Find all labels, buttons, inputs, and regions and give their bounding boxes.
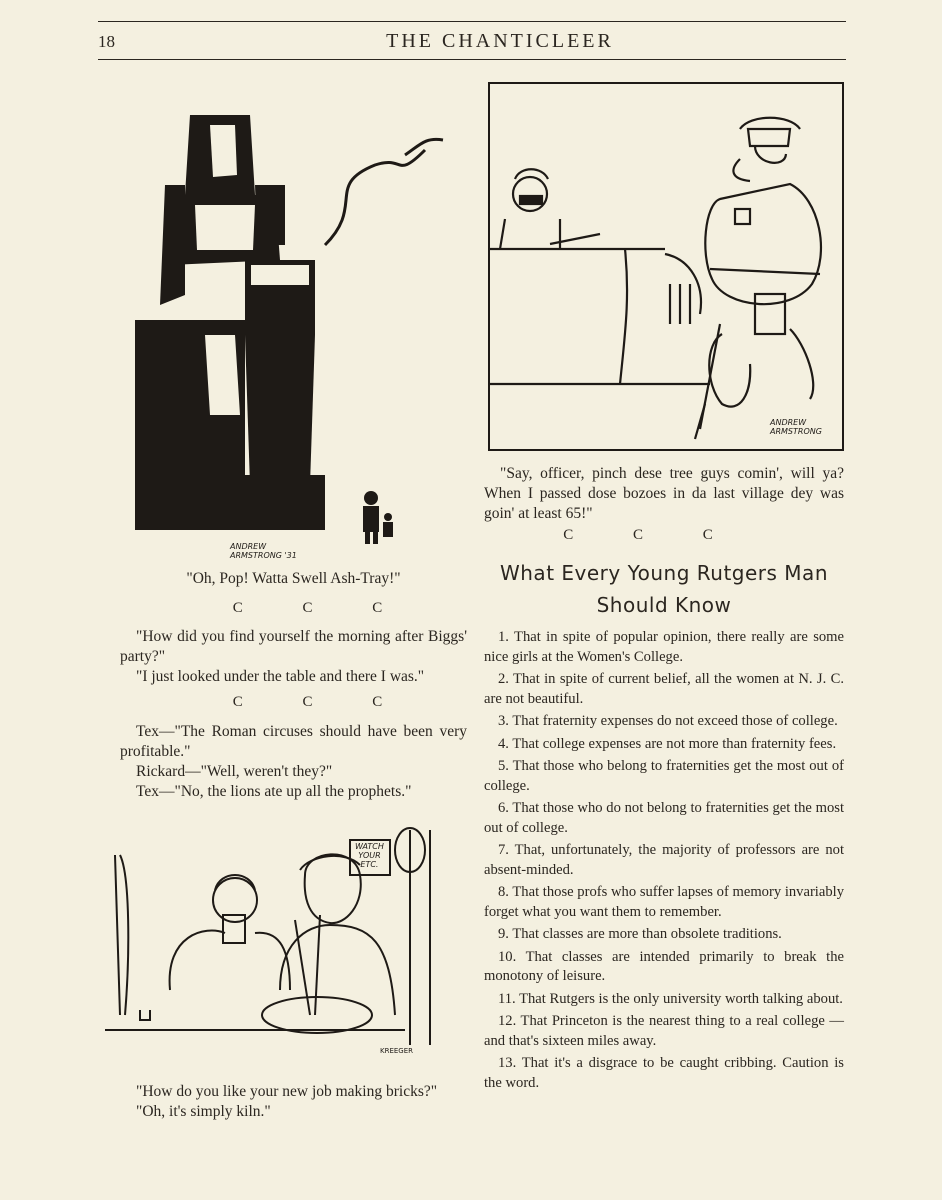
joke2-line1: Tex—"The Roman circuses should have been very profitable." [120,723,467,760]
bakery-signature: KREEGER [380,1047,414,1055]
bakery-sign-line1: WATCH [355,842,384,851]
joke3-question: "How do you like your new job making bricks?" [136,1083,438,1100]
joke3-answer: "Oh, it's simply kiln." [136,1103,271,1120]
joke2-line3: Tex—"No, the lions ate up all the prophets." [136,783,412,800]
list-title [484,557,844,621]
list-item: 1. That in spite of popular opinion, there really are some nice girls at the Women's College. [484,629,844,665]
officer-signature-line2: ARMSTRONG [770,427,822,436]
bakery-illustration [105,815,465,1065]
sphinx-signature [230,542,297,560]
joke-biggs-party [120,627,467,687]
list-item: 3. That fraternity expenses do not exceed those of college. [498,713,838,729]
list-title-line2: Should Know [596,593,732,617]
separator-2: C C C [232,694,411,710]
list-item: 9. That classes are more than obsolete traditions. [498,926,782,942]
list-item: 13. That it's a disgrace to be caught cribbing. Caution is the word. [484,1055,844,1091]
bakery-wall-sign [355,842,384,869]
rutgers-list [484,628,844,1096]
joke2-line2: Rickard—"Well, weren't they?" [136,763,333,780]
list-title-line1: What Every Young Rutgers Man [499,561,828,585]
list-item: 5. That those who belong to fraternities get the most out of college. [484,758,844,794]
list-item: 7. That, unfortunately, the majority of professors are not absent-minded. [484,842,844,878]
sphinx-signature-line2: ARMSTRONG '31 [230,551,297,560]
joke1-question: "How did you find yourself the morning after Biggs' party?" [120,628,467,665]
header-top-rule [98,21,846,22]
running-title: THE CHANTICLEER [386,30,614,52]
bakery-sign-line3: ETC. [360,860,379,869]
list-item: 2. That in spite of current belief, all the women at N. J. C. are not beautiful. [484,671,844,707]
sphinx-signature-line1: ANDREW [230,542,267,551]
joke1-answer: "I just looked under the table and there I was." [136,668,425,685]
officer-signature [770,418,822,436]
sphinx-illustration [125,85,455,565]
officer-caption: "Say, officer, pinch dese tree guys comin', will ya? When I passed dose bozoes in da last village dey was goin' at least 65!" [484,465,844,522]
sphinx-caption: "Oh, Pop! Watta Swell Ash-Tray!" [186,570,401,587]
header-bottom-rule [98,59,846,60]
officer-illustration [490,84,842,449]
list-item: 12. That Princeton is the nearest thing to a real college —and that's sixteen miles away. [484,1013,844,1049]
list-item: 11. That Rutgers is the only university worth talking about. [498,990,843,1007]
list-item: 8. That those profs who suffer lapses of memory invariably forget what you want them to remember. [484,884,844,920]
officer-caption-block [484,464,844,524]
list-item: 10. That classes are intended primarily to break the monotony of leisure. [484,948,844,984]
separator-1: C C C [232,600,411,616]
joke-bricks [120,1082,467,1122]
page-number: 18 [98,32,115,51]
list-item: 4. That college expenses are not more than fraternity fees. [498,735,837,752]
list-item: 6. That those who do not belong to fraternities get the most out of college. [484,800,844,836]
joke-roman-circuses [120,722,467,802]
separator-3: C C C [563,527,741,543]
bakery-sign-line2: YOUR [358,851,381,860]
officer-signature-line1: ANDREW [770,418,807,427]
